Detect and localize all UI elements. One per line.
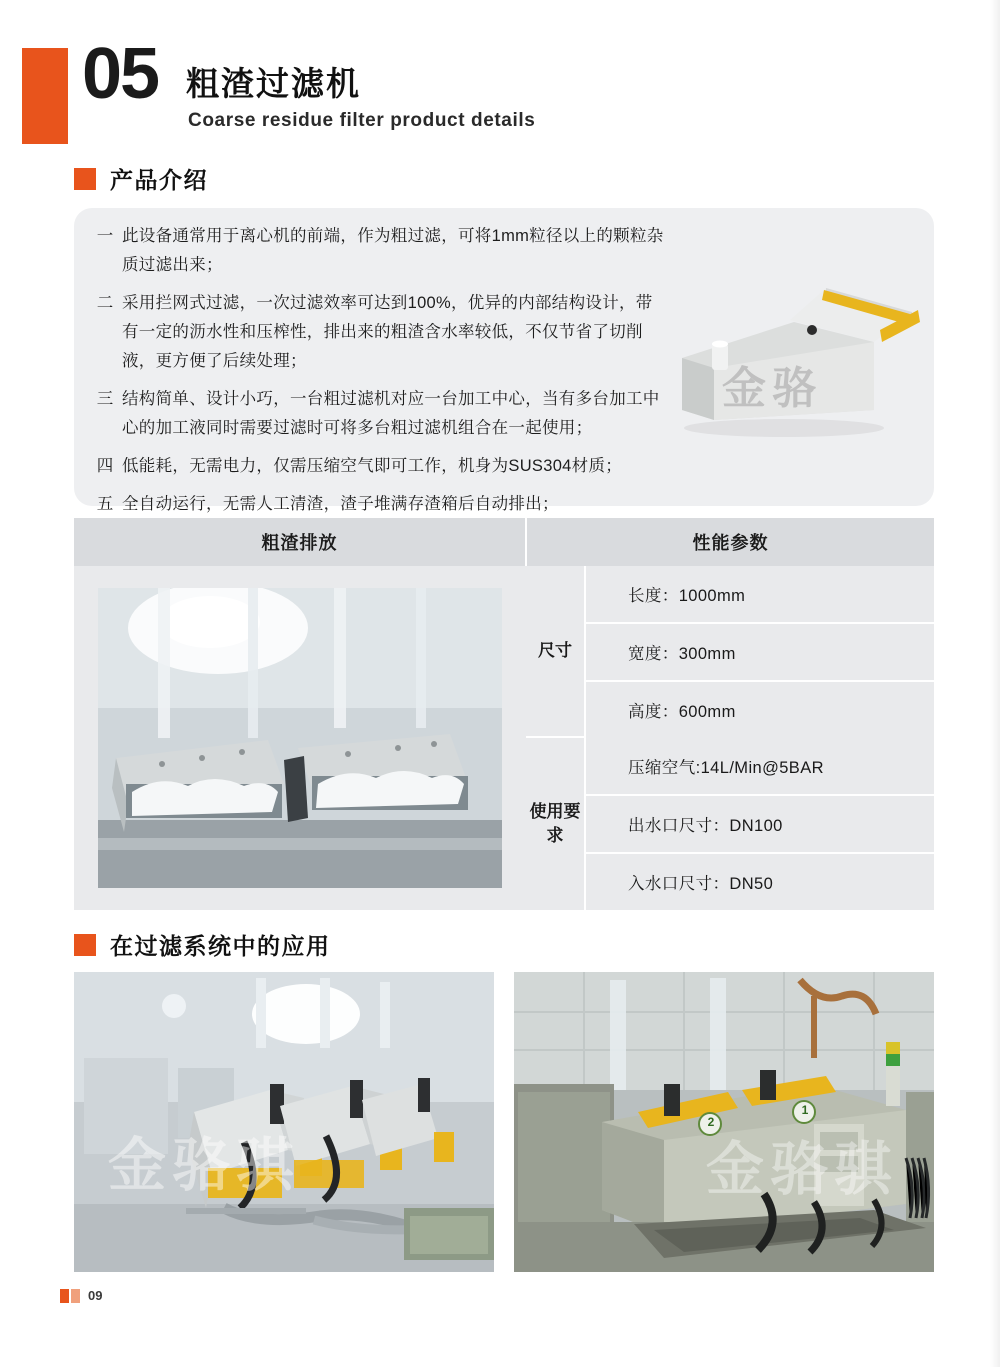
list-item-text: 低能耗，无需电力，仅需压缩空气即可工作，机身为SUS304材质； — [122, 457, 623, 475]
spec-table-header-row — [74, 518, 934, 566]
application-photo-row — [74, 972, 934, 1272]
table-row: 高度：600mm — [586, 682, 934, 738]
section-heading-intro-label: 产品介绍 — [110, 167, 208, 193]
list-item-text: 结构简单、设计小巧，一台粗过滤机对应一台加工中心，当有多台加工中心的加工液同时需要过滤时可将多台粗过滤机组合在一起使用； — [122, 390, 660, 437]
badge-label-2: 2 — [707, 1115, 715, 1129]
badge-label-1: 1 — [801, 1103, 809, 1117]
page-title: 粗渣过滤机 — [186, 65, 361, 102]
spec-group-rows — [586, 566, 934, 738]
intro-panel — [74, 208, 934, 513]
filter-line-illustration — [74, 972, 494, 1272]
watermark-text: 金骆骐 — [108, 1133, 301, 1198]
section-heading-intro — [74, 162, 208, 195]
list-item — [88, 490, 668, 519]
list-item-index: 四 — [96, 457, 114, 475]
spec-parameter-cells — [526, 566, 934, 910]
spec-table — [74, 518, 934, 910]
spec-group-label: 尺寸 — [526, 566, 586, 738]
intro-list — [88, 222, 668, 528]
watermark-text: 金骆 — [722, 364, 822, 413]
list-item-index: 三 — [96, 390, 114, 408]
table-row: 入水口尺寸：DN50 — [586, 854, 934, 910]
header-accent-bar — [22, 48, 68, 144]
spec-group-dimensions — [526, 566, 934, 738]
filter-system-photo — [514, 972, 934, 1272]
section-heading-application-label: 在过滤系统中的应用 — [110, 933, 331, 959]
list-item — [88, 452, 668, 481]
watermark-text: 金骆骐 — [706, 1137, 899, 1202]
coarse-filter-machine-illustration — [674, 260, 924, 460]
section-heading-application — [74, 928, 331, 961]
square-marker-icon — [74, 168, 96, 190]
table-row: 压缩空气:14L/Min@5BAR — [586, 738, 934, 796]
list-item-text: 全自动运行，无需人工清渣，渣子堆满存渣箱后自动排出； — [122, 495, 559, 513]
list-item-text: 采用拦网式过滤，一次过滤效率可达到100%，优异的内部结构设计，带有一定的沥水性和压榨性，排出来的粗渣含水率较低，不仅节省了切削液，更方便了后续处理； — [122, 294, 653, 370]
spec-table-body — [74, 566, 934, 910]
table-row: 长度：1000mm — [586, 566, 934, 624]
footer-marker-secondary-icon — [71, 1289, 80, 1303]
page-subtitle: Coarse residue filter product details — [188, 110, 536, 131]
section-number: 05 — [82, 34, 159, 114]
list-item-text: 此设备通常用于离心机的前端，作为粗过滤，可将1mm粒径以上的颗粒杂质过滤出来； — [122, 227, 664, 274]
table-row: 宽度：300mm — [586, 624, 934, 682]
page-header — [0, 34, 1000, 148]
product-photo — [674, 260, 924, 460]
page-number: 09 — [88, 1288, 103, 1303]
spec-photo-cell — [74, 566, 526, 910]
spec-group-label: 使用要求 — [526, 738, 586, 910]
square-marker-icon — [74, 934, 96, 956]
footer-marker-icon — [60, 1289, 69, 1303]
list-item — [88, 289, 668, 376]
filter-line-photo — [74, 972, 494, 1272]
coarse-residue-discharge-photo — [98, 588, 502, 888]
spec-group-requirements — [526, 738, 934, 910]
table-row: 出水口尺寸：DN100 — [586, 796, 934, 854]
filter-system-illustration — [514, 972, 934, 1272]
spec-table-header-right: 性能参数 — [692, 533, 769, 553]
list-item-index: 一 — [96, 227, 114, 245]
spec-table-header-left: 粗渣排放 — [74, 518, 527, 566]
residue-photo-illustration — [98, 588, 502, 888]
page-edge-shadow — [990, 0, 1000, 1367]
list-item-index: 五 — [96, 495, 114, 513]
spec-group-rows — [586, 738, 934, 910]
list-item — [88, 222, 668, 280]
footer — [60, 1288, 102, 1303]
list-item-index: 二 — [96, 294, 114, 312]
list-item — [88, 385, 668, 443]
